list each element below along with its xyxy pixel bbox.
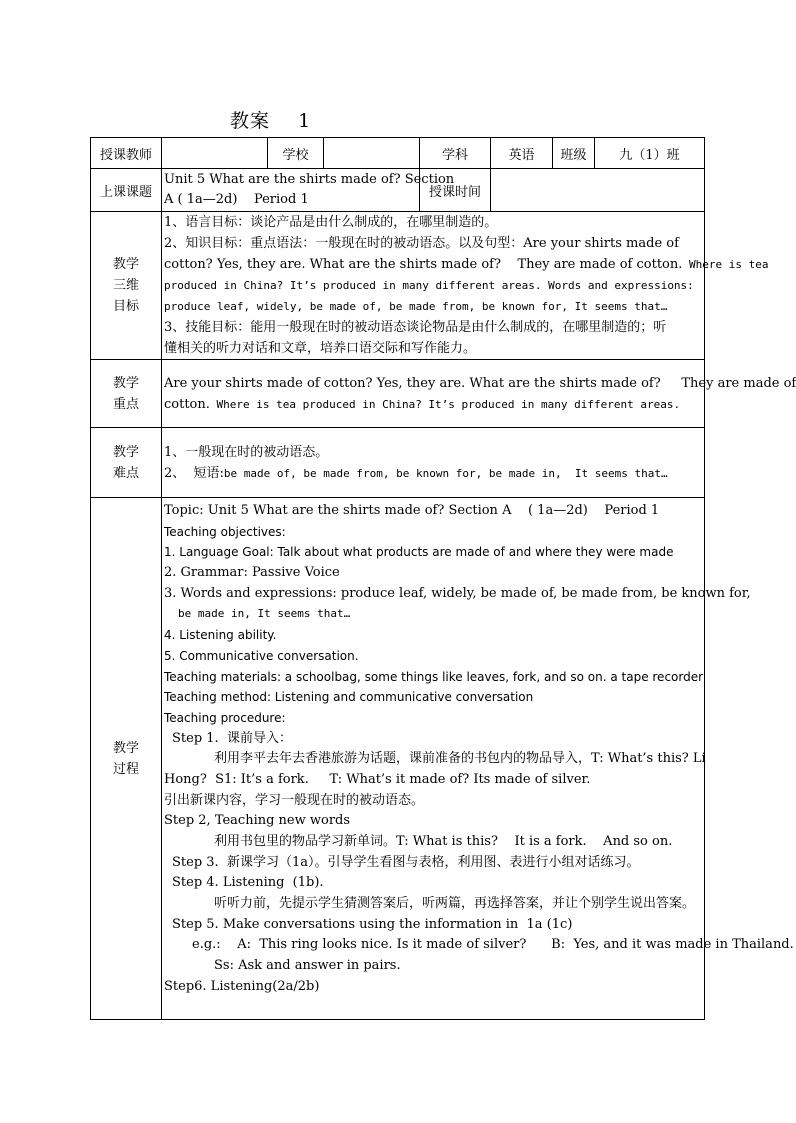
- process-line: Teaching materials: a schoolbag, some things like leaves, fork, and so on. a tape recorder: [164, 669, 704, 684]
- objectives-line: produced in China? It’s produced in many different areas. Words and expressions:: [164, 279, 694, 292]
- objectives-line-3-en: cotton? Yes, they are. What are the shirts made of? They are made of cotton.: [164, 257, 683, 272]
- page-title: 教案 1: [230, 110, 312, 132]
- key-points-label-1: 教学: [112, 375, 139, 391]
- process-label-2: 过程: [112, 761, 139, 777]
- teacher-value: [162, 138, 268, 169]
- process-line: be made in, It seems that…: [178, 607, 351, 621]
- subject-label: 学科: [420, 138, 491, 169]
- objectives-label-2: 三维: [112, 278, 139, 293]
- process-line: Step 3. 新课学习（1a）。引导学生看图与表格，利用图、表进行小组对话练习。: [172, 854, 640, 870]
- objectives-line: 3、技能目标：能用一般现在时的被动语态谈论物品是由什么制成的，在哪里制造的；听: [164, 320, 667, 335]
- time-value: [491, 169, 705, 212]
- school-value: [324, 138, 420, 169]
- process-line: Teaching method: Listening and communicative conversation: [164, 690, 534, 705]
- difficulties-line-2: [164, 463, 702, 484]
- lesson-plan-table: [90, 137, 796, 1020]
- process-content: [162, 498, 794, 1020]
- objectives-content: [162, 212, 769, 360]
- topic-label: 上课课题: [91, 169, 162, 212]
- class-value: 九（1）班: [595, 138, 705, 169]
- key-points-line-1: Are your shirts made of cotton? Yes, they are. What are the shirts made of? They are made of: [164, 375, 796, 391]
- difficulties-line-2-mono: be made of, be made from, be known for, be made in, It seems that…: [223, 466, 668, 480]
- difficulties-content: [162, 428, 705, 498]
- topic-row: [91, 169, 705, 212]
- objectives-label-1: 教学: [112, 257, 139, 272]
- process-lines: [164, 501, 794, 998]
- process-line: 4. Listening ability.: [164, 628, 277, 643]
- objectives-line-2-cn: 2、知识目标：重点语法：一般现在时的被动语态。以及句型：: [164, 236, 524, 251]
- process-label: [91, 498, 162, 1020]
- process-line: Topic: Unit 5 What are the shirts made of? Section A ( 1a—2d) Period 1: [164, 503, 660, 518]
- key-points-label: [91, 360, 162, 428]
- process-line: Step 2, Teaching new words: [164, 813, 351, 829]
- process-line: Ss: Ask and answer in pairs.: [214, 958, 401, 974]
- objectives-line: [164, 233, 702, 254]
- process-line: Step 5. Make conversations using the information in 1a (1c): [172, 916, 573, 932]
- process-line: e.g.: A: This ring looks nice. Is it made of silver? B: Yes, and it was made in Thailand.: [192, 937, 794, 953]
- teacher-label: 授课教师: [91, 138, 162, 169]
- objectives-label-3: 目标: [112, 299, 139, 314]
- key-points-line-2-mono: Where is tea produced in China? It’s produced in many different areas.: [209, 397, 681, 411]
- objectives-line: 懂相关的听力对话和文章，培养口语交际和写作能力。: [164, 341, 477, 356]
- school-label: 学校: [268, 138, 324, 169]
- objectives-line-2-en: Are your shirts made of: [523, 236, 679, 251]
- process-line: Teaching objectives:: [164, 524, 286, 539]
- process-line: 引出新课内容，学习一般现在时的被动语态。: [164, 792, 425, 808]
- process-line: 利用书包里的物品学习新单词。T: What is this? It is a fork. And so on.: [214, 834, 673, 849]
- objectives-line: produce leaf, widely, be made of, be made from, be known for, It seems that…: [164, 300, 668, 313]
- process-line: 听听力前，先提示学生猜测答案后，听两篇，再选择答案，并让个别学生说出答案。: [214, 896, 696, 912]
- difficulties-label: [91, 428, 162, 498]
- process-line: 利用李平去年去香港旅游为话题，课前准备的书包内的物品导入，T: What’s this? Li: [214, 751, 706, 767]
- process-line: 1. Language Goal: Talk about what products are made of and where they were made: [164, 545, 674, 560]
- time-label: 授课时间: [420, 169, 491, 212]
- difficulties-line-2-cn: 2、 短语:: [164, 465, 224, 481]
- process-line: Step 4. Listening (1b).: [172, 875, 324, 891]
- process-label-1: 教学: [112, 740, 139, 756]
- process-line: 5. Communicative conversation.: [164, 648, 359, 663]
- subject-value: 英语: [491, 138, 553, 169]
- topic-line-2: A ( 1a—2d) Period 1: [164, 192, 309, 207]
- process-line: Step6. Listening(2a/2b): [164, 978, 320, 994]
- key-points-content: [162, 360, 796, 428]
- process-line: 3. Words and expressions: produce leaf, widely, be made of, be made from, be known for,: [164, 585, 751, 601]
- difficulties-label-2: 难点: [112, 465, 139, 481]
- objectives-line-3-mono: Where is tea: [682, 258, 769, 271]
- process-line: Teaching procedure:: [164, 710, 286, 725]
- difficulties-label-1: 教学: [112, 444, 139, 460]
- process-line: Step 1. 课前导入：: [172, 730, 292, 746]
- topic-line-1: Unit 5 What are the shirts made of? Section: [164, 172, 455, 187]
- key-points-row: [91, 360, 705, 428]
- key-points-line-2-en: cotton.: [164, 396, 210, 412]
- objectives-label: [91, 212, 162, 360]
- difficulties-line-1: 1、一般现在时的被动语态。: [164, 444, 329, 460]
- process-line: 2. Grammar: Passive Voice: [164, 565, 340, 581]
- objectives-line: [164, 254, 769, 275]
- header-row: [91, 138, 705, 169]
- class-label: 班级: [553, 138, 595, 169]
- key-points-label-2: 重点: [112, 396, 139, 412]
- objectives-row: [91, 212, 705, 360]
- objectives-line: 1、语言目标：谈论产品是由什么制成的，在哪里制造的。: [164, 215, 498, 230]
- key-points-line-2: [164, 394, 702, 415]
- process-line: Hong? S1: It’s a fork. T: What’s it made of? Its made of silver.: [164, 771, 591, 787]
- process-row: [91, 498, 705, 1020]
- difficulties-row: [91, 428, 705, 498]
